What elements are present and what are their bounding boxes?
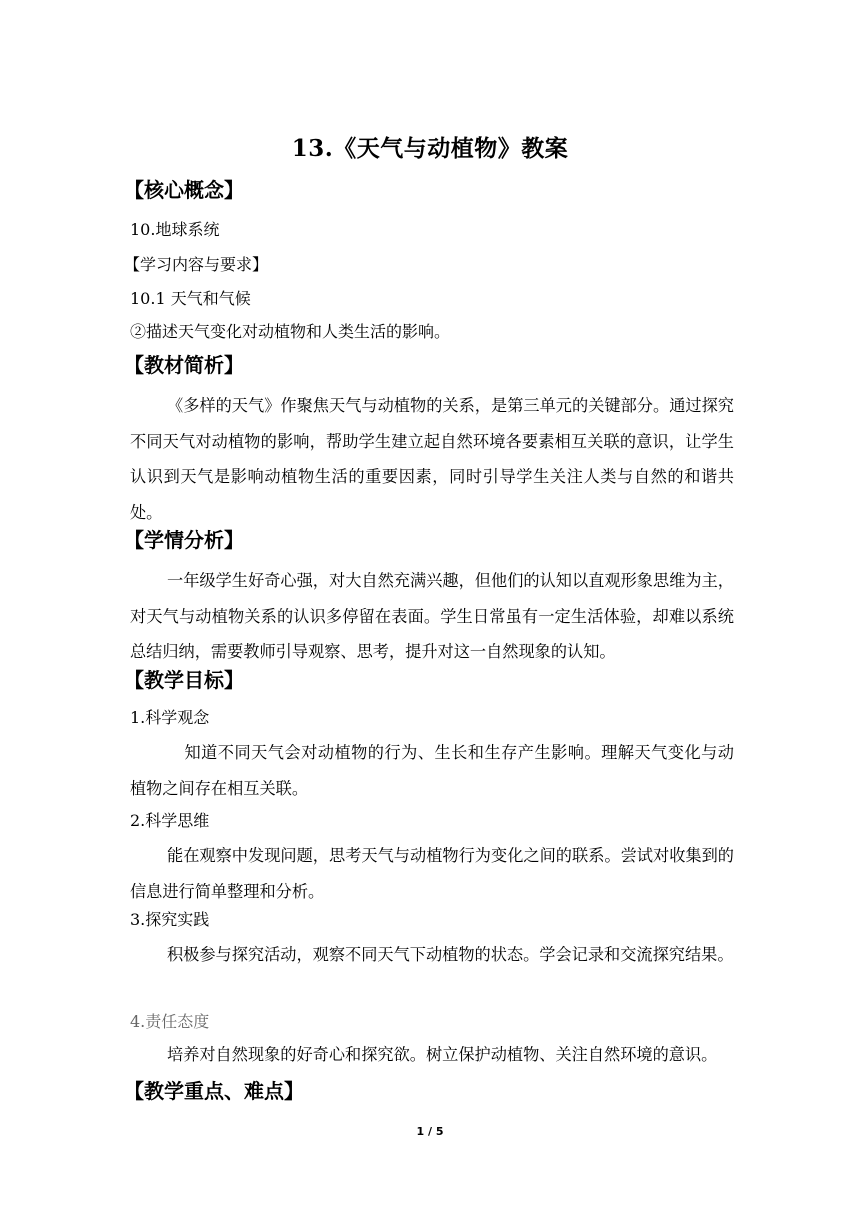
core-concept-item: 10.地球系统 xyxy=(130,220,220,239)
objective-text-2: 能在观察中发现问题，思考天气与动植物行为变化之间的联系。尝试对收集到的信息进行简单整理和分析。 xyxy=(130,846,734,901)
objective-label-1: 1.科学观念 xyxy=(130,708,210,727)
heading-core-concept: 【核心概念】 xyxy=(124,178,244,202)
objective-label-3: 3.探究实践 xyxy=(130,910,210,929)
objective-paragraph-1 xyxy=(130,735,734,806)
objective-paragraph-2 xyxy=(130,838,734,909)
textbook-analysis-paragraph xyxy=(130,388,734,530)
objective-paragraph-4 xyxy=(130,1037,734,1073)
textbook-analysis-text: 《多样的天气》作聚焦天气与动植物的关系，是第三单元的关键部分。通过探究不同天气对动植物的影响，帮助学生建立起自然环境各要素相互关联的意识，让学生认识到天气是影响动植物生活的重要因素，同时引导学生关注人类与自然的和谐共处。 xyxy=(130,396,734,522)
document-title: 13.《天气与动植物》教案 xyxy=(291,135,569,162)
heading-textbook-analysis: 【教材简析】 xyxy=(124,353,244,377)
objective-text-1: 知道不同天气会对动植物的行为、生长和生存产生影响。理解天气变化与动植物之间存在相互关联。 xyxy=(130,743,734,798)
learning-requirement: ②描述天气变化对动植物和人类生活的影响。 xyxy=(130,322,451,341)
heading-key-points: 【教学重点、难点】 xyxy=(124,1079,304,1103)
objective-text-3: 积极参与探究活动，观察不同天气下动植物的状态。学会记录和交流探究结果。 xyxy=(167,945,734,964)
page-number: 1 / 5 xyxy=(416,1125,444,1138)
objective-paragraph-3 xyxy=(130,937,734,973)
learner-analysis-text: 一年级学生好奇心强，对大自然充满兴趣，但他们的认知以直观形象思维为主，对天气与动植物关系的认识多停留在表面。学生日常虽有一定生活体验，却难以系统总结归纳，需要教师引导观察、思考，提升对这一自然现象的认知。 xyxy=(130,571,734,661)
learning-content-heading: 【学习内容与要求】 xyxy=(124,255,269,274)
heading-learner-analysis: 【学情分析】 xyxy=(124,528,244,552)
learning-content-item: 10.1 天气和气候 xyxy=(130,289,251,308)
objective-label-4: 4.责任态度 xyxy=(130,1012,210,1031)
heading-objectives: 【教学目标】 xyxy=(124,668,244,692)
objective-label-2: 2.科学思维 xyxy=(130,811,210,830)
learner-analysis-paragraph xyxy=(130,563,734,670)
objective-text-4: 培养对自然现象的好奇心和探究欲。树立保护动植物、关注自然环境的意识。 xyxy=(167,1045,718,1064)
